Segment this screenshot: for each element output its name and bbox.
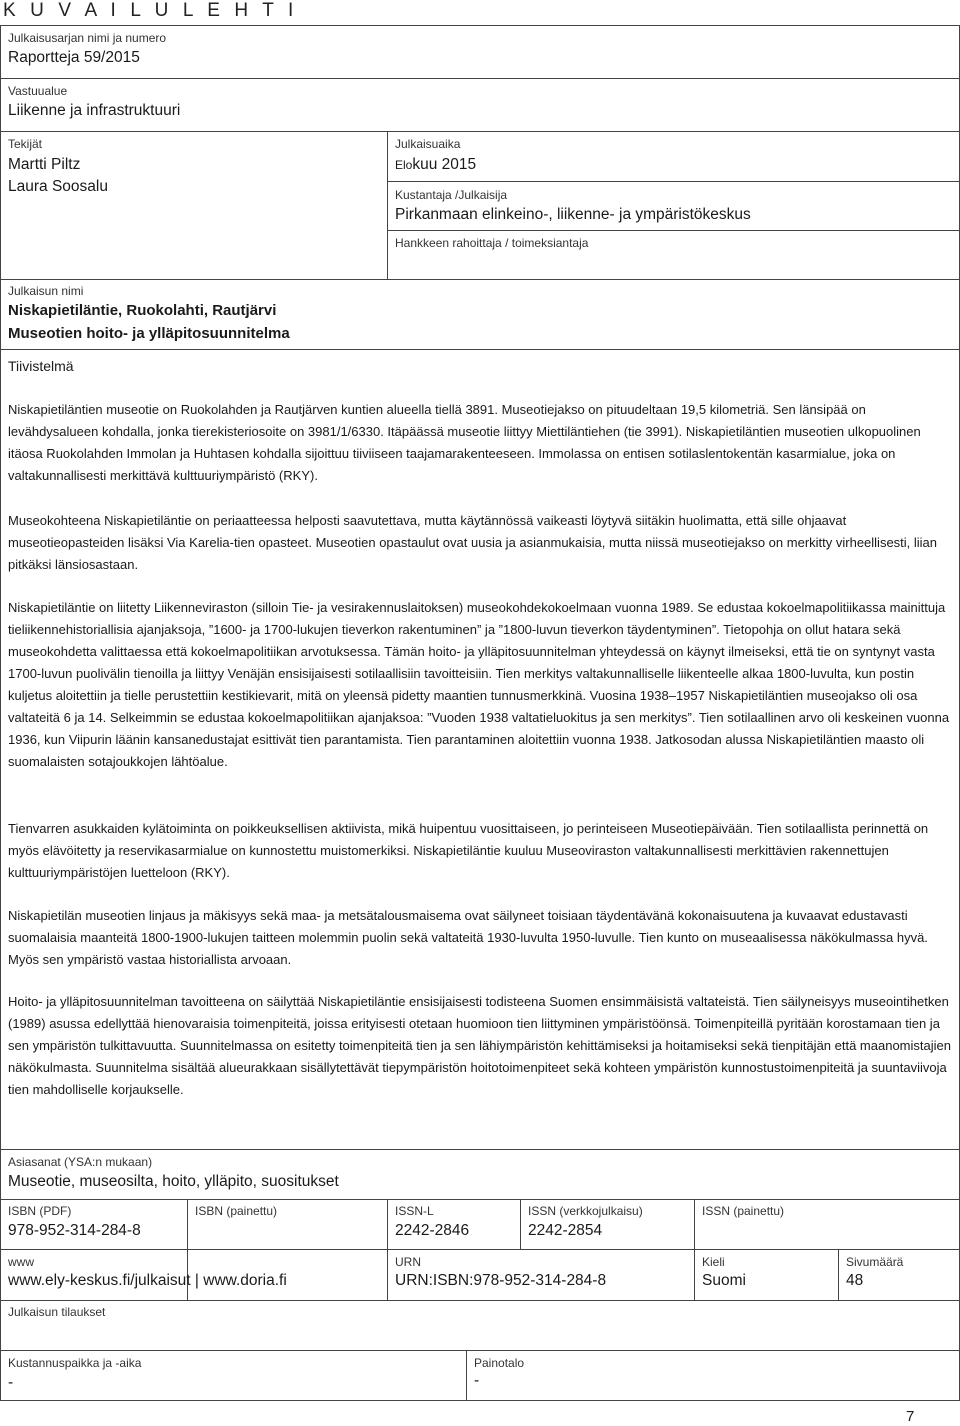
urn-value: URN:ISBN:978-952-314-284-8 <box>395 1272 607 1289</box>
rule <box>0 1350 960 1351</box>
isbn-pdf-value: 978-952-314-284-8 <box>8 1222 141 1239</box>
rule <box>387 131 388 279</box>
issn-l-value: 2242-2846 <box>395 1222 470 1239</box>
rule <box>387 181 960 182</box>
summary-paragraph <box>8 597 953 773</box>
pages-value: 48 <box>846 1272 864 1289</box>
series-label: Julkaisusarjan nimi ja numero <box>8 31 167 45</box>
publish-place-label: Kustannuspaikka ja -aika <box>8 1356 142 1370</box>
rule <box>0 1199 960 1200</box>
summary-paragraph <box>8 399 953 487</box>
isbn-print-label: ISBN (painettu) <box>195 1204 278 1218</box>
funder-label: Hankkeen rahoittaja / toimeksiantaja <box>395 236 589 250</box>
issn-l-label: ISSN-L <box>395 1204 434 1218</box>
language-value: Suomi <box>702 1272 746 1289</box>
printer-value: - <box>474 1372 480 1389</box>
rule <box>0 25 1 1400</box>
author-name: Martti Piltz <box>8 156 81 173</box>
pub-name-line1: Niskapietiläntie, Ruokolahti, Rautjärvi <box>8 302 277 319</box>
rule <box>0 1149 960 1150</box>
rule <box>0 1249 960 1250</box>
rule <box>0 25 960 26</box>
keywords-value: Museotie, museosilta, hoito, ylläpito, suositukset <box>8 1173 339 1190</box>
rule <box>0 1300 960 1301</box>
publisher-value: Pirkanmaan elinkeino-, liikenne- ja ympäristökeskus <box>395 206 751 223</box>
summary-text: Niskapietilän museotien linjaus ja mäkisyys sekä maa- ja metsätalousmaisema ovat säilyneet toisiaan täydentävänä kokonaisuutena ja kuvaavat edustavasti suomalaisia maanteitä 1800-1900-lukujen taitteen molemmin puolin sekä valtateitä 1930-luvulta 1950-luvulle. Tien kunto on museaalisessa näkökulmassa hyvä. Myös sen ympäristö vastaa historiallista arvoaan. <box>8 908 928 967</box>
pub-name-label: Julkaisun nimi <box>8 284 84 298</box>
issn-web-value: 2242-2854 <box>528 1222 603 1239</box>
printer-label: Painotalo <box>474 1356 525 1370</box>
www-value: www.ely-keskus.fi/julkaisut | www.doria.fi <box>8 1272 287 1289</box>
summary-paragraph <box>8 991 953 1101</box>
rule <box>838 1249 839 1300</box>
rule <box>0 131 960 132</box>
orders-label: Julkaisun tilaukset <box>8 1305 106 1319</box>
keywords-label: Asiasanat (YSA:n mukaan) <box>8 1155 153 1169</box>
rule <box>0 78 960 79</box>
publisher-label: Kustantaja /Julkaisija <box>395 188 508 202</box>
rule <box>466 1350 467 1400</box>
pub-date-value <box>395 156 476 174</box>
language-label: Kieli <box>702 1255 725 1269</box>
pub-date-rest: kuu 2015 <box>412 156 477 173</box>
summary-paragraph <box>8 818 953 884</box>
www-label: www <box>8 1255 34 1269</box>
responsibility-label: Vastuualue <box>8 84 68 98</box>
authors-label: Tekijät <box>8 137 43 151</box>
summary-text: Hoito- ja ylläpitosuunnitelman tavoitteena on säilyttää Niskapietiläntie ensisijaisesti todisteena Suomen ensimmäisistä valtateistä. Tien säilyneisyys museointihetken (1989) asussa edellyttää hienovaraisia toimenpiteitä, joissa erityisesti otetaan huomioon tien liittyminen ympäristöönsä. Toimenpiteillä pyritään korostamaan tien ja sen ympäristön tulkittavuutta. Suunnitelmassa on esitetty toimenpiteitä tien ja sen lähiympäristön kehittämiseksi ja hoitamiseksi sekä tienpitäjän että maanomistajien näkökulmasta. Suunnitelma sisältää alueurakkaan sisällytettävät tiepympäristön hoitotoimenpiteet sekä kohteen ympäristön kunnostustoimenpiteitä ja suuntaviivoja tien mahdolliselle korjaukselle. <box>8 994 951 1097</box>
page-number: 7 <box>906 1408 915 1425</box>
summary-text: Museokohteena Niskapietiläntie on periaatteessa helposti saavutettava, mutta käytännössä vaikeasti löytyvä siitäkin huolimatta, että sille ohjaavat museotieopasteiden lisäksi Via Karelia-tien opasteet. Museotien opastaulut ovat uusia ja asianmukaisia, mutta niissä museotiejakso on merkitty virheellisesti, liian pitkäksi länsiosastaan. <box>8 513 938 572</box>
pub-date-prefix: Elo <box>395 158 413 172</box>
summary-text: Niskapietiläntie on liitetty Liikenneviraston (silloin Tie- ja vesirakennuslaitoksen) museokohdekokoelmaan vuonna 1989. Se edustaa kokoelmapolitiikassa mainittuja tieliikennehistoriallisia ajanjaksoja, ”1600- ja 1700-lukujen tieverkon rakentuminen” ja ”1800-luvun tieverkon täydentyminen”. Tietopohja on ollut hatara sekä museokohdetta valittaessa että kokoelmapolitiikan arvotuksessa. Tämän hoito- ja ylläpitosuunnitelman yhteydessä on käynyt ilmeiseksi, että tie on syntynyt vasta 1700-luvun puolivälin tienoilla ja liittyy Venäjän ensisijaisesti sotilaallisiin tavoitteisiin. Tien merkitys valtakunnalliselle liikenteelle alkaa 1800-luvulta, kun postin kuljetus aloitettiin ja tielle perustettiin kestikievarit, mitä on yleensä pidetty maantien tunnusmerkkinä. Vuosina 1938–1957 Niskapietiläntien museojakso oli osa valtateitä 6 ja 14. Selkeimmin se edustaa kokoelmapolitiikan ajanjaksoa: ”Vuoden 1938 valtatieluokitus ja sen merkitys”. Tien sotilaallinen arvo oli keskeinen vuonna 1936, kun Viipurin läänin kansanedustajat esittivät tien parantamista. Tien parantaminen aloitettiin vuonna 1938. Jatkosodan alussa Niskapietiläntien maasto oli suomalaisten sotajoukkojen lähtöalue. <box>8 600 950 769</box>
summary-text: Tienvarren asukkaiden kylätoiminta on poikkeuksellisen aktiivista, mikä huipentuu vuosittaiseen, jo perinteiseen Museotiepäivään. Tien sotilaallista perinnettä on myös elävöitetty ja reservikasarmialue on kunnostettu muistomerkiksi. Niskapietiläntie kuuluu Museoviraston valtakunnallisesti merkittävien rakennettujen kulttuuriympäristöjen luetteloon (RKY). <box>8 821 929 880</box>
rule <box>0 1400 960 1401</box>
summary-paragraph <box>8 905 953 971</box>
isbn-pdf-label: ISBN (PDF) <box>8 1204 72 1218</box>
rule <box>520 1199 521 1249</box>
pages-label: Sivumäärä <box>846 1255 904 1269</box>
pub-date-label: Julkaisuaika <box>395 137 461 151</box>
responsibility-value: Liikenne ja infrastruktuuri <box>8 102 181 119</box>
page-heading: K U V A I L U L E H T I <box>3 0 298 21</box>
rule <box>0 349 960 350</box>
summary-label: Tiivistelmä <box>8 358 74 374</box>
author-name: Laura Soosalu <box>8 178 108 195</box>
issn-print-label: ISSN (painettu) <box>702 1204 785 1218</box>
summary-text: Niskapietiläntien museotie on Ruokolahden ja Rautjärven kuntien alueella tiellä 3891. Museotiejakso on pituudeltaan 19,5 kilometriä. Sen länsipää on levähdysalueen kohdalla, jonka tierekisteriosoite on 3981/1/6330. Itäpäässä museotie liittyy Miettiläntiehen (tie 3991). Niskapietiläntien museotien ulkopuolinen itäosa Ruokolahden Immolan ja Huhtasen kohdalla sijoittuu tiiviiseen taajamarakenteeseen. Immolassa on entisen sotilaslentokentän kasarmialue, joka on valtakunnallisesti merkittävä kulttuuriympäristö (RKY). <box>8 402 921 483</box>
pub-name-line2: Museotien hoito- ja ylläpitosuunnitelma <box>8 325 290 342</box>
issn-web-label: ISSN (verkkojulkaisu) <box>528 1204 643 1218</box>
urn-label: URN <box>395 1255 421 1269</box>
rule <box>387 230 960 231</box>
publish-place-value: - <box>8 1374 14 1391</box>
rule <box>0 279 960 280</box>
summary-paragraph <box>8 510 953 576</box>
series-value: Raportteja 59/2015 <box>8 49 140 66</box>
